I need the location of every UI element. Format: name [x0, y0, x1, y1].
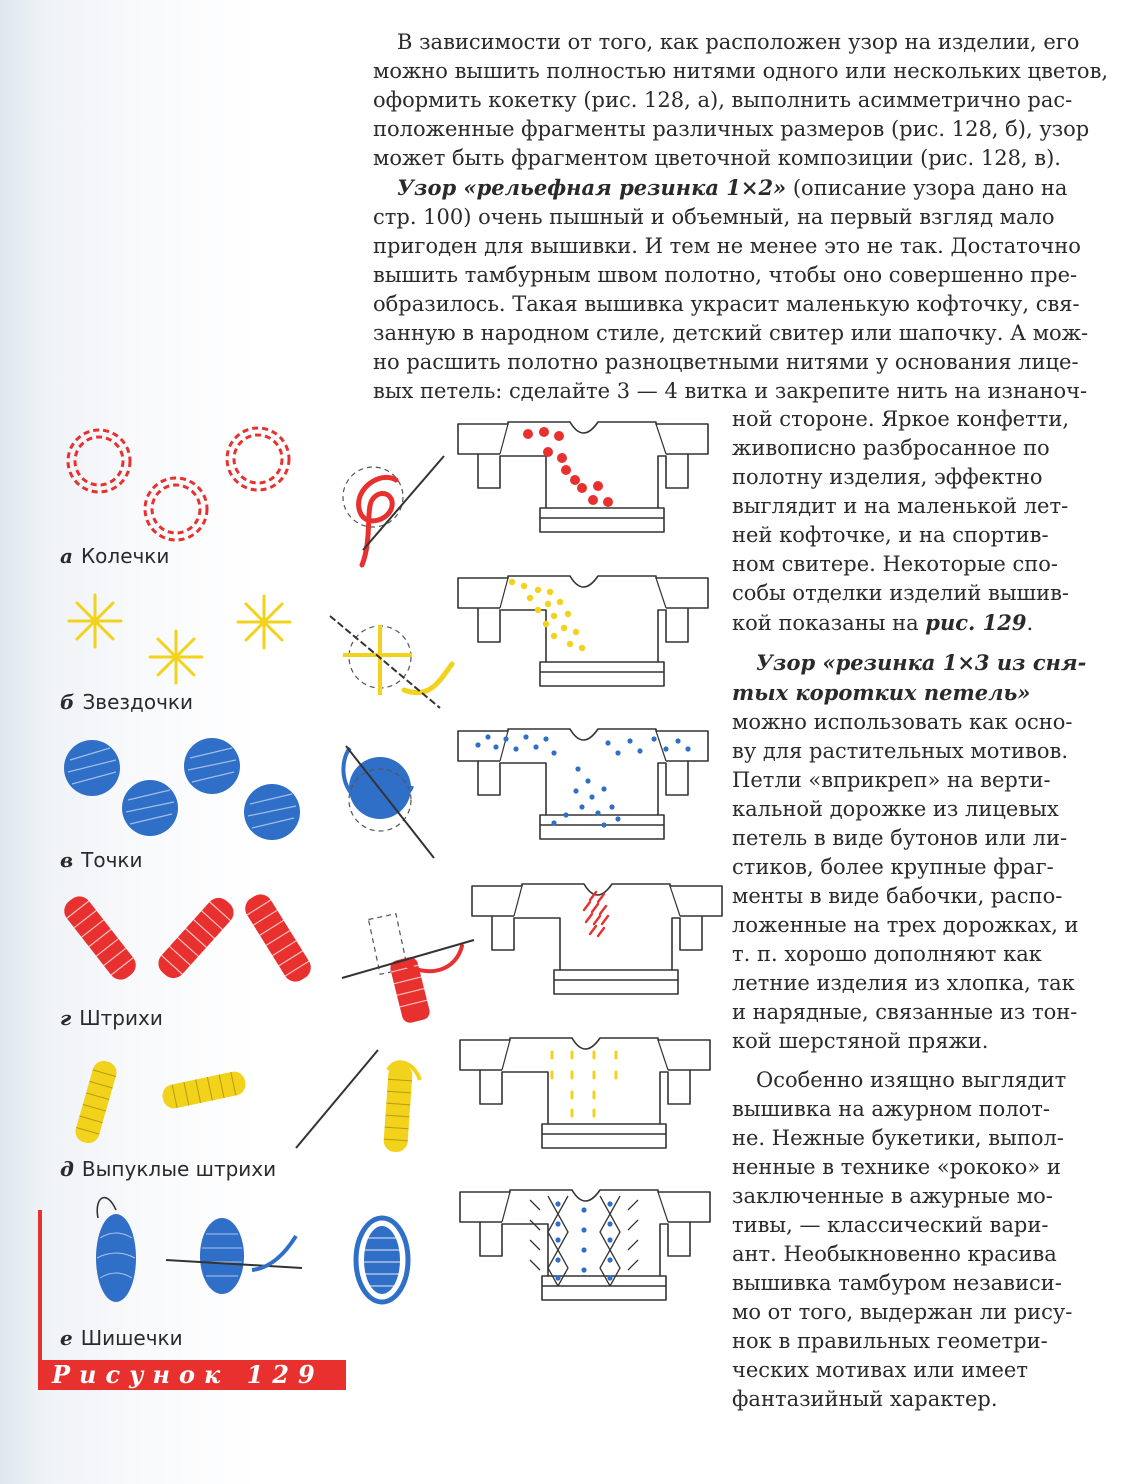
p4-line-1: Особенно изящно выглядит	[756, 1068, 1067, 1092]
p3-lead-2	[732, 678, 1031, 708]
p1-line-1: В зависимости от того, как расположен узор на изделии, его	[397, 30, 1080, 54]
p2-line-4: вышить тамбурным швом полотно, чтобы оно совершенно пре-	[373, 263, 1078, 287]
p4-line-9: мо от того, выдержан ли рису-	[732, 1300, 1073, 1324]
sweater-1	[458, 422, 708, 532]
p2-narrow-2: живописно разбросанное по	[732, 436, 1050, 460]
sweater-2	[458, 576, 708, 686]
figure-title: Рисунок 129	[38, 1360, 346, 1390]
p2-figure-ref: рис. 129	[925, 610, 1027, 635]
p2-tail-end: .	[1026, 611, 1034, 635]
p4-line-5: заключенные в ажурные мо-	[732, 1184, 1053, 1208]
paragraph-3	[732, 648, 1087, 1056]
p2-line-5: образилось. Такая вышивка украсит маленькую кофточку, свя-	[373, 292, 1080, 316]
p3-line-5: петель в виде бутонов или ли-	[732, 826, 1068, 850]
paragraph-1	[373, 28, 1109, 173]
p2-narrow-3: полотну изделия, эффектно	[732, 465, 1043, 489]
p1-line-5: может быть фрагментом цветочной композиции (рис. 128, в).	[373, 146, 1061, 170]
p3-lead-1-text: Узор «резинка 1×3 из сня-	[756, 650, 1087, 675]
label-stars	[60, 690, 193, 714]
raised-strokes-needle-diagram	[296, 1050, 420, 1153]
p4-line-8: вышивка тамбуром независи-	[732, 1271, 1062, 1295]
p4-line-6: тивы, — классический вари-	[732, 1213, 1049, 1237]
strokes-needle-diagram	[342, 914, 474, 1025]
p2-line-2: стр. 100) очень пышный и объемный, на первый взгляд мало	[373, 205, 1055, 229]
label-rings-letter: а	[60, 544, 73, 568]
label-strokes-text: Штрихи	[79, 1006, 163, 1030]
p3-line-9: т. п. хорошо дополняют как	[732, 942, 1042, 966]
p1-line-2: можно вышить полностью нитями одного или нескольких цветов,	[373, 59, 1109, 83]
rings-stitches	[68, 428, 289, 540]
p2-line-1	[373, 173, 1068, 203]
p3-line-11: и нарядные, связанные из тон-	[732, 1000, 1078, 1024]
p2-line-8: вых петель: сделайте 3 — 4 витка и закрепите нить на изнаноч-	[373, 379, 1088, 403]
label-cones	[60, 1326, 183, 1350]
label-stars-text: Звездочки	[82, 690, 193, 714]
p4-line-3: не. Нежные букетики, выпол-	[732, 1126, 1064, 1150]
p1-line-4: положенные фрагменты различных размеров (рис. 128, б), узор	[373, 117, 1090, 141]
dots-stitches	[64, 738, 300, 840]
label-rings-text: Колечки	[80, 544, 170, 568]
p3-lead-2-text: тых коротких петель»	[732, 680, 1031, 705]
label-raised-strokes-letter: д	[60, 1157, 74, 1181]
paragraph-4	[732, 1066, 1073, 1414]
paragraph-2	[373, 173, 1089, 406]
p2-narrow-7: собы отделки изделий вышив-	[732, 581, 1069, 605]
p3-line-7: менты в виде бабочки, распо-	[732, 884, 1063, 908]
rings-needle-diagram	[343, 456, 444, 565]
sweater-4	[472, 884, 722, 994]
p4-line-7: ант. Необыкновенно красива	[732, 1242, 1057, 1266]
p2-line-3: пригоден для вышивки. И тем не менее это не так. Достаточно	[373, 234, 1081, 258]
label-rings	[60, 544, 169, 568]
sweater-6	[460, 1190, 710, 1300]
p1-line-3: оформить кокетку (рис. 128, а), выполнить асимметрично рас-	[373, 88, 1073, 112]
p3-line-12: кой шерстяной пряжи.	[732, 1029, 989, 1053]
stars-needle-diagram	[330, 616, 452, 708]
label-cones-text: Шишечки	[80, 1326, 183, 1350]
sweater-3	[458, 729, 708, 839]
p2-line-7: но расшить полотно разноцветными нитями у основания лице-	[373, 350, 1079, 374]
label-strokes	[60, 1006, 163, 1030]
label-raised-strokes-text: Выпуклые штрихи	[81, 1157, 277, 1181]
p2-lead: Узор «рельефная резинка 1×2»	[397, 175, 787, 200]
p3-line-8: ложенные на трех дорожках, и	[732, 913, 1079, 937]
p2-narrow-5: ней кофточке, и на спортив-	[732, 523, 1049, 547]
p3-line-6: стиков, более крупные фраг-	[732, 855, 1054, 879]
p3-line-2: ву для растительных мотивов.	[732, 739, 1068, 763]
label-dots-text: Точки	[81, 848, 143, 872]
label-dots-letter: в	[60, 848, 74, 872]
p2-narrow-4: выглядит и на маленькой лет-	[732, 494, 1069, 518]
raised-strokes-stitches	[73, 1058, 248, 1145]
p2-narrow-1: ной стороне. Яркое конфетти,	[732, 407, 1070, 431]
label-dots	[60, 848, 143, 872]
p2-line-1-text: (описание узора дано на	[786, 176, 1068, 200]
p2-narrow-8	[732, 608, 1034, 638]
p4-line-12: фантазийный характер.	[732, 1387, 998, 1411]
p2-narrow-6: ном свитере. Некоторые спо-	[732, 552, 1059, 576]
p2-tail-text: кой показаны на	[732, 611, 926, 635]
p3-line-1: можно использовать как осно-	[732, 710, 1073, 734]
label-strokes-letter: г	[60, 1006, 72, 1030]
p3-lead-1	[732, 648, 1087, 678]
strokes-stitches	[59, 890, 315, 986]
p3-line-10: летние изделия из хлопка, так	[732, 971, 1075, 995]
p4-line-2: вышивка на ажурном полот-	[732, 1097, 1051, 1121]
p3-line-3: Петли «вприкреп» на верти-	[732, 768, 1051, 792]
stars-stitches	[69, 595, 290, 683]
sweater-5	[460, 1038, 710, 1148]
cones-stitches	[96, 1198, 408, 1302]
label-raised-strokes	[60, 1157, 276, 1181]
figure-accent-bar	[38, 1210, 42, 1360]
p4-line-4: ненные в технике «рококо» и	[732, 1155, 1061, 1179]
p4-line-10: нок в правильных геометри-	[732, 1329, 1048, 1353]
p3-line-4: кальной дорожке из лицевых	[732, 797, 1059, 821]
p4-line-11: ческих мотивах или имеет	[732, 1358, 1028, 1382]
p2-line-6: занную в народном стиле, детский свитер или шапочку. А мож-	[373, 321, 1089, 345]
label-cones-letter: е	[60, 1326, 73, 1350]
label-stars-letter: б	[60, 690, 75, 714]
dots-needle-diagram	[343, 746, 434, 858]
text-column-right	[732, 405, 1087, 1414]
text-column-top	[373, 28, 1109, 406]
